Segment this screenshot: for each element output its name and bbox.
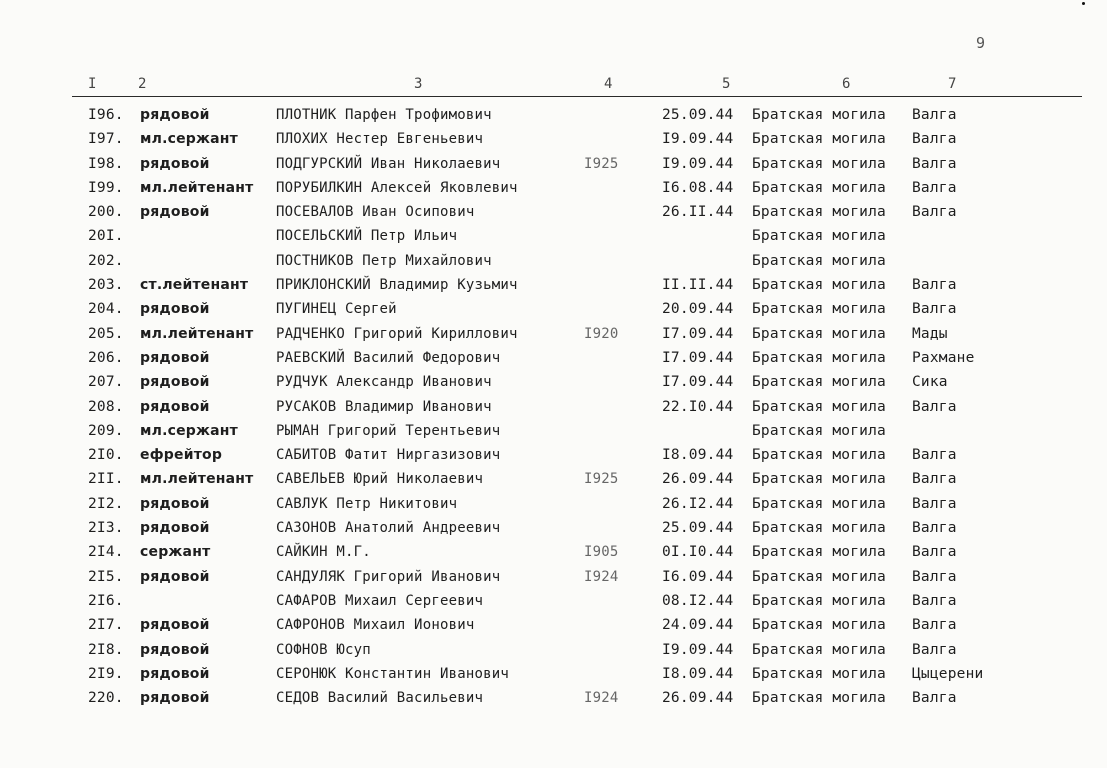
military-rank: мл.сержант xyxy=(140,422,238,439)
record-number: I98. xyxy=(88,155,124,172)
birth-year: I924 xyxy=(584,690,619,707)
burial-place: Мады xyxy=(912,325,948,342)
death-date: I9.09.44 xyxy=(662,641,734,658)
burial-place: Валга xyxy=(912,204,957,221)
death-date: 26.09.44 xyxy=(662,471,734,488)
burial-place: Валга xyxy=(912,520,957,537)
burial-place: Валга xyxy=(912,617,957,634)
header-col-4: 4 xyxy=(604,76,613,92)
burial-type: Братская могила xyxy=(752,252,886,269)
death-date: I6.09.44 xyxy=(662,568,734,585)
table-row xyxy=(0,396,1107,420)
birth-year: I905 xyxy=(584,544,619,561)
burial-type: Братская могила xyxy=(752,617,886,634)
record-number: 207. xyxy=(88,374,124,391)
burial-type: Братская могила xyxy=(752,277,886,294)
death-date: 25.09.44 xyxy=(662,520,734,537)
table-row xyxy=(0,566,1107,590)
burial-place: Валга xyxy=(912,277,957,294)
burial-type: Братская могила xyxy=(752,544,886,561)
record-number: 209. xyxy=(88,422,124,439)
military-rank: рядовой xyxy=(140,568,210,585)
burial-type: Братская могила xyxy=(752,325,886,342)
person-name: САВЕЛЬЕВ Юрий Николаевич xyxy=(276,471,484,488)
burial-type: Братская могила xyxy=(752,447,886,464)
burial-place: Валга xyxy=(912,471,957,488)
burial-place: Валга xyxy=(912,641,957,658)
death-date: I9.09.44 xyxy=(662,131,734,148)
header-col-2: 2 xyxy=(138,76,147,92)
person-name: СОФНОВ Юсуп xyxy=(276,641,371,658)
record-number: 20I. xyxy=(88,228,124,245)
death-date: I8.09.44 xyxy=(662,665,734,682)
person-name: САФРОНОВ Михаил Ионович xyxy=(276,617,475,634)
military-rank: рядовой xyxy=(140,374,210,391)
record-number: I96. xyxy=(88,107,124,123)
burial-place: Валга xyxy=(912,592,957,609)
military-rank: рядовой xyxy=(140,204,210,221)
burial-place: Сика xyxy=(912,374,948,391)
burial-type: Братская могила xyxy=(752,349,886,366)
military-rank: рядовой xyxy=(140,349,210,366)
table-row xyxy=(0,468,1107,492)
burial-place: Цыцерени xyxy=(912,665,984,682)
burial-place: Валга xyxy=(912,398,957,415)
record-number: 2I7. xyxy=(88,617,124,634)
record-number: 206. xyxy=(88,349,124,366)
table-row xyxy=(0,420,1107,444)
death-date: I6.08.44 xyxy=(662,179,734,196)
person-name: ПОСЕЛЬСКИЙ Петр Ильич xyxy=(276,228,458,245)
burial-type: Братская могила xyxy=(752,228,886,245)
military-rank: рядовой xyxy=(140,301,210,318)
record-number: 2I6. xyxy=(88,592,124,609)
burial-place: Валга xyxy=(912,107,957,123)
burial-type: Братская могила xyxy=(752,520,886,537)
burial-type: Братская могила xyxy=(752,204,886,221)
military-rank: сержант xyxy=(140,544,211,561)
record-number: 200. xyxy=(88,204,124,221)
person-name: РУСАКОВ Владимир Иванович xyxy=(276,398,492,415)
burial-type: Братская могила xyxy=(752,495,886,512)
military-rank: рядовой xyxy=(140,495,210,512)
military-rank: ефрейтор xyxy=(140,447,223,464)
burial-type: Братская могила xyxy=(752,641,886,658)
military-rank: рядовой xyxy=(140,520,210,537)
table-row xyxy=(0,298,1107,322)
record-number: 204. xyxy=(88,301,124,318)
person-name: РАЕВСКИЙ Василий Федорович xyxy=(276,349,501,366)
table-row xyxy=(0,517,1107,541)
military-rank: мл.лейтенант xyxy=(140,179,254,196)
death-date: 26.II.44 xyxy=(662,204,734,221)
burial-type: Братская могила xyxy=(752,155,886,172)
military-rank: мл.лейтенант xyxy=(140,471,254,488)
death-date: 25.09.44 xyxy=(662,107,734,123)
birth-year: I924 xyxy=(584,568,619,585)
burial-type: Братская могила xyxy=(752,107,886,123)
person-name: ПОСТНИКОВ Петр Михайлович xyxy=(276,252,492,269)
person-name: САФАРОВ Михаил Сергеевич xyxy=(276,592,484,609)
table-row xyxy=(0,225,1107,249)
burial-type: Братская могила xyxy=(752,471,886,488)
military-rank: рядовой xyxy=(140,155,210,172)
person-name: ПЛОХИХ Нестер Евгеньевич xyxy=(276,131,484,148)
death-date: I7.09.44 xyxy=(662,349,734,366)
header-col-5: 5 xyxy=(722,76,731,92)
death-date: 22.I0.44 xyxy=(662,398,734,415)
table-row xyxy=(0,128,1107,152)
burial-type: Братская могила xyxy=(752,301,886,318)
death-date: I7.09.44 xyxy=(662,374,734,391)
person-name: ПОРУБИЛКИН Алексей Яковлевич xyxy=(276,179,518,196)
burial-type: Братская могила xyxy=(752,374,886,391)
record-number: 2I8. xyxy=(88,641,124,658)
table-row xyxy=(0,663,1107,687)
person-name: САБИТОВ Фатит Ниргазизович xyxy=(276,447,501,464)
table-row xyxy=(0,104,1107,128)
person-name: ПОДГУРСКИЙ Иван Николаевич xyxy=(276,155,501,172)
page-number: 9 xyxy=(976,34,986,52)
person-name: ПРИКЛОНСКИЙ Владимир Кузьмич xyxy=(276,277,518,294)
person-name: ПУГИНЕЦ Сергей xyxy=(276,301,397,318)
military-rank: рядовой xyxy=(140,617,210,634)
burial-place: Валга xyxy=(912,690,957,707)
military-rank: рядовой xyxy=(140,398,210,415)
record-number: 2I4. xyxy=(88,544,124,561)
header-rule xyxy=(72,96,1082,97)
person-name: ПОСЕВАЛОВ Иван Осипович xyxy=(276,204,475,221)
military-rank: мл.лейтенант xyxy=(140,325,254,342)
table-row xyxy=(0,274,1107,298)
record-number: 2I3. xyxy=(88,520,124,537)
military-rank: рядовой xyxy=(140,690,210,707)
burial-type: Братская могила xyxy=(752,131,886,148)
table-row xyxy=(0,687,1107,711)
death-date: 20.09.44 xyxy=(662,301,734,318)
record-number: 2I5. xyxy=(88,568,124,585)
burial-place: Валга xyxy=(912,301,957,318)
burial-type: Братская могила xyxy=(752,665,886,682)
burial-place: Валга xyxy=(912,495,957,512)
death-date: 0I.I0.44 xyxy=(662,544,734,561)
table-row xyxy=(0,153,1107,177)
table-row xyxy=(0,639,1107,663)
death-date: II.II.44 xyxy=(662,277,734,294)
record-number: 202. xyxy=(88,252,124,269)
military-rank: рядовой xyxy=(140,665,210,682)
header-col-7: 7 xyxy=(948,76,957,92)
military-rank: рядовой xyxy=(140,107,210,123)
birth-year: I925 xyxy=(584,471,619,488)
record-number: 2II. xyxy=(88,471,124,488)
burial-type: Братская могила xyxy=(752,422,886,439)
military-rank: мл.сержант xyxy=(140,131,238,148)
burial-place: Валга xyxy=(912,131,957,148)
burial-place: Валга xyxy=(912,179,957,196)
burial-type: Братская могила xyxy=(752,568,886,585)
burial-place: Валга xyxy=(912,544,957,561)
record-number: 205. xyxy=(88,325,124,342)
person-name: СЕДОВ Василий Васильевич xyxy=(276,690,484,707)
death-date: I8.09.44 xyxy=(662,447,734,464)
person-name: САЙКИН М.Г. xyxy=(276,544,371,561)
birth-year: I920 xyxy=(584,325,619,342)
person-name: РЫМАН Григорий Терентьевич xyxy=(276,422,501,439)
person-name: РАДЧЕНКО Григорий Кириллович xyxy=(276,325,518,342)
person-name: САНДУЛЯК Григорий Иванович xyxy=(276,568,501,585)
table-row xyxy=(0,614,1107,638)
death-date: 26.09.44 xyxy=(662,690,734,707)
burial-type: Братская могила xyxy=(752,398,886,415)
burial-place: Валга xyxy=(912,447,957,464)
table-row xyxy=(0,177,1107,201)
record-number: I97. xyxy=(88,131,124,148)
table-row xyxy=(0,323,1107,347)
military-rank: ст.лейтенант xyxy=(140,277,249,294)
person-name: САВЛУК Петр Никитович xyxy=(276,495,458,512)
column-header-row xyxy=(0,76,1107,96)
record-number: 2I0. xyxy=(88,447,124,464)
burial-type: Братская могила xyxy=(752,690,886,707)
table-row xyxy=(0,250,1107,274)
table-row xyxy=(0,371,1107,395)
burial-place: Валга xyxy=(912,155,957,172)
record-number: 220. xyxy=(88,690,124,707)
table-row xyxy=(0,201,1107,225)
burial-place: Рахмане xyxy=(912,349,975,366)
death-date: 24.09.44 xyxy=(662,617,734,634)
record-list xyxy=(0,104,1107,711)
header-col-1: I xyxy=(88,76,97,92)
death-date: I9.09.44 xyxy=(662,155,734,172)
person-name: САЗОНОВ Анатолий Андреевич xyxy=(276,520,501,537)
person-name: ПЛОТНИК Парфен Трофимович xyxy=(276,107,492,123)
burial-type: Братская могила xyxy=(752,592,886,609)
record-number: 2I9. xyxy=(88,665,124,682)
header-col-3: 3 xyxy=(414,76,423,92)
burial-type: Братская могила xyxy=(752,179,886,196)
table-row xyxy=(0,541,1107,565)
table-row xyxy=(0,590,1107,614)
birth-year: I925 xyxy=(584,155,619,172)
ink-dot xyxy=(1082,2,1085,5)
record-number: 203. xyxy=(88,277,124,294)
death-date: 08.I2.44 xyxy=(662,592,734,609)
death-date: 26.I2.44 xyxy=(662,495,734,512)
death-date: I7.09.44 xyxy=(662,325,734,342)
record-number: 2I2. xyxy=(88,495,124,512)
record-number: I99. xyxy=(88,179,124,196)
military-rank: рядовой xyxy=(140,641,210,658)
person-name: РУДЧУК Александр Иванович xyxy=(276,374,492,391)
burial-place: Валга xyxy=(912,568,957,585)
record-number: 208. xyxy=(88,398,124,415)
table-row xyxy=(0,347,1107,371)
table-row xyxy=(0,444,1107,468)
person-name: СЕРОНЮК Константин Иванович xyxy=(276,665,509,682)
table-row xyxy=(0,493,1107,517)
header-col-6: 6 xyxy=(842,76,851,92)
